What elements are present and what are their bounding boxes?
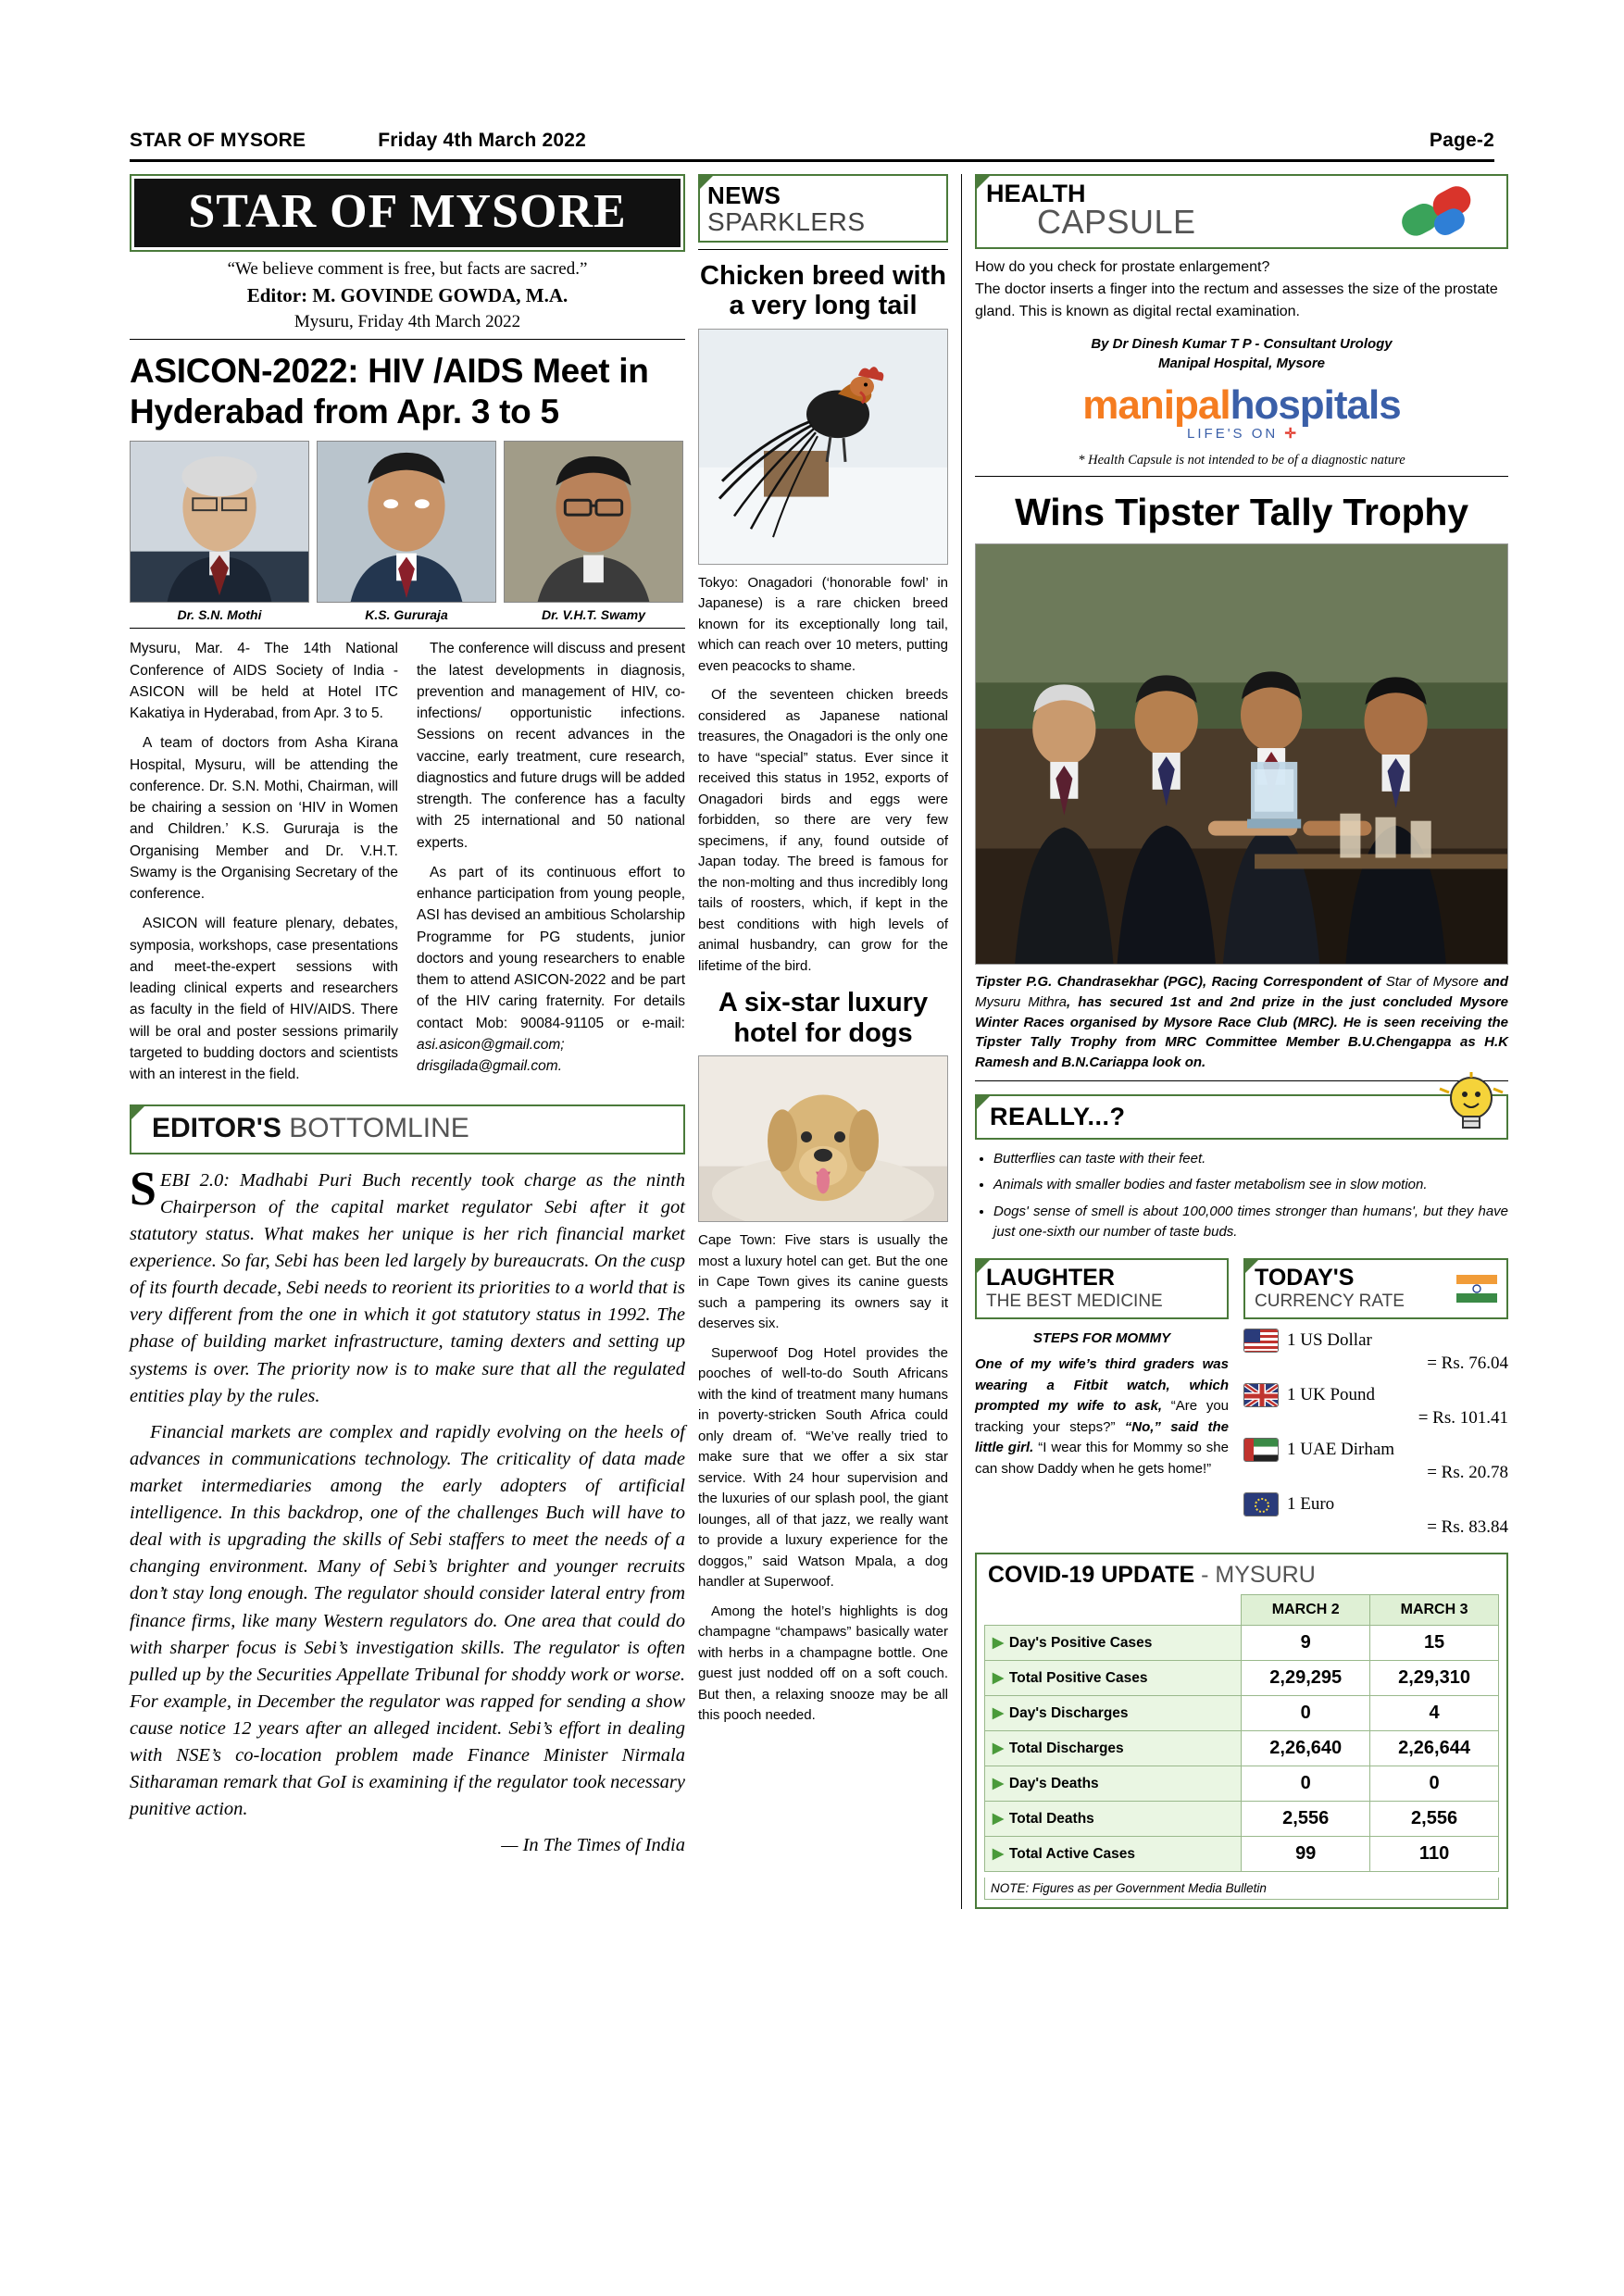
currency-row xyxy=(1243,1329,1508,1353)
covid-cell-b: 4 xyxy=(1370,1695,1499,1730)
corner-triangle-icon xyxy=(130,1104,146,1121)
covid-cell-a: 0 xyxy=(1242,1766,1370,1801)
page-header xyxy=(130,130,1494,159)
really-list xyxy=(975,1149,1508,1243)
currency-value-4: = Rs. 83.84 xyxy=(1427,1516,1508,1537)
joke-part-b: “Are you tracking your steps?” xyxy=(975,1398,1229,1435)
sparklers-line1: NEWS xyxy=(707,181,781,209)
covid-cell-b: 2,26,644 xyxy=(1370,1730,1499,1766)
laughter-line2: THE BEST MEDICINE xyxy=(986,1291,1163,1311)
capsule-question: How do you check for prostate enlargement? xyxy=(975,259,1270,275)
lead-para-2: A team of doctors from Asha Kirana Hospital, Mysuru, will be attending the conference. Dr. S.N. Mothi, Chairman, will be chairing a session on ‘HIV in Women and Children.’ K.S. Gururaja is the Organising Member and Dr. V.H.T. Swamy is the Organising Secretary of the conference. xyxy=(130,735,398,903)
photo-caption-3: Dr. V.H.T. Swamy xyxy=(541,607,646,623)
column-divider xyxy=(961,174,962,1909)
corner-triangle-icon xyxy=(975,1258,992,1275)
dog-photo xyxy=(698,1055,948,1222)
capsule-disclaimer: * Health Capsule is not intended to be of a diagnostic nature xyxy=(1078,453,1405,468)
covid-title xyxy=(984,1560,1499,1594)
masthead-rule xyxy=(130,339,685,340)
health-capsule-header xyxy=(975,174,1508,249)
currency-name-3: 1 UAE Dirham xyxy=(1287,1439,1395,1459)
arrow-icon: ▶ xyxy=(993,1845,1004,1862)
tipster-caption-p3: , has secured 1st and 2nd prize in the just concluded Mysore Winter Races organised by Mysore Race Club (MRC). He is seen receiving the xyxy=(975,993,1508,1030)
arrow-icon: ▶ xyxy=(993,1775,1004,1791)
editorial-body xyxy=(130,1162,685,1860)
plus-icon: ✛ xyxy=(1284,426,1296,442)
uk-flag-icon xyxy=(1243,1383,1279,1407)
table-row xyxy=(985,1836,1499,1871)
column-right xyxy=(975,174,1508,1909)
table-row xyxy=(985,1695,1499,1730)
caption-rule xyxy=(130,628,685,629)
covid-label-text: Day's Discharges xyxy=(1008,1704,1129,1721)
really-section xyxy=(975,1094,1508,1140)
currency-line1: TODAY'S xyxy=(1255,1264,1355,1291)
masthead-box xyxy=(130,174,685,252)
covid-corner-cell xyxy=(985,1594,1242,1625)
lead-photo-row xyxy=(130,441,685,603)
tipster-caption-p2: and xyxy=(1478,974,1509,990)
table-row xyxy=(985,1730,1499,1766)
newspaper-page xyxy=(130,130,1509,1909)
joke-title: STEPS FOR MOMMY xyxy=(1032,1329,1171,1346)
sparklers-rule xyxy=(698,249,948,250)
tipster-award-photo xyxy=(975,543,1508,965)
tipster-caption-i2: Mysuru Mithra xyxy=(975,993,1067,1010)
covid-cell-a: 2,556 xyxy=(1242,1801,1370,1836)
covid-row-label xyxy=(985,1660,1242,1695)
table-row xyxy=(985,1766,1499,1801)
currency-row xyxy=(1243,1383,1508,1407)
covid-title-city: - MYSURU xyxy=(1194,1561,1316,1588)
currency-name-2: 1 UK Pound xyxy=(1287,1384,1376,1404)
editorial-label-light: BOTTOMLINE xyxy=(289,1112,469,1143)
portrait-photo-1 xyxy=(130,441,309,603)
capsule-byline-1: By Dr Dinesh Kumar T P - Consultant Urology xyxy=(1091,336,1393,352)
sparkler-story2-body xyxy=(698,1230,948,1727)
sparkler-story1-headline: Chicken breed with a very long tail xyxy=(700,261,946,321)
sparklers-line2: SPARKLERS xyxy=(707,207,866,236)
covid-row-label xyxy=(985,1766,1242,1801)
really-item-3: • Dogs' sense of smell is about 100,000 times stronger than humans', but they have just one-sixth our number of taste buds. xyxy=(993,1202,1508,1243)
capsule-byline-2: Manipal Hospital, Mysore xyxy=(1157,356,1326,371)
covid-row-label xyxy=(985,1836,1242,1871)
photo-caption-1: Dr. S.N. Mothi xyxy=(177,607,262,623)
news-sparklers-header xyxy=(698,174,948,243)
tipster-caption xyxy=(975,972,1508,1073)
covid-label-text: Total Discharges xyxy=(1008,1740,1124,1756)
story1-para-2: Of the seventeen chicken breeds considered as Japanese national treasures, the Onagadori is the only one to have “special” status. Ever since it received this status in 1952, exports of Onagadori birds and eggs were forbidden, so there are very few specimens, if any, found outside of Japan today. The breed is famous for the non-molting and thus incredibly long tails of roosters, which, if kept in the best conditions with high levels of animal husbandry, can grow for the lifetime of the bird. xyxy=(698,687,948,974)
currency-value-1: = Rs. 76.04 xyxy=(1427,1353,1508,1373)
tipster-rule xyxy=(975,1080,1508,1081)
covid-cell-a: 9 xyxy=(1242,1625,1370,1660)
portrait-photo-3 xyxy=(504,441,683,603)
really-title: REALLY...? xyxy=(990,1102,1126,1130)
currency-header xyxy=(1243,1258,1508,1319)
covid-cell-a: 0 xyxy=(1242,1695,1370,1730)
really-item-1: • Butterflies can taste with their feet. xyxy=(993,1149,1508,1170)
issue-date: Friday 4th March 2022 xyxy=(378,130,587,151)
covid-label-text: Total Deaths xyxy=(1008,1810,1094,1827)
currency-row xyxy=(1243,1438,1508,1462)
corner-triangle-icon xyxy=(975,1094,992,1111)
capsule-qa xyxy=(975,256,1508,323)
covid-label-text: Day's Positive Cases xyxy=(1008,1634,1153,1651)
covid-note: NOTE: Figures as per Government Media Bulletin xyxy=(984,1878,1499,1900)
lead-para-5 xyxy=(417,862,685,1078)
joke-part-c: “No,” said the little girl. xyxy=(975,1418,1229,1456)
covid-col-2: MARCH 3 xyxy=(1370,1594,1499,1625)
india-flag-icon xyxy=(1456,1275,1497,1307)
table-row xyxy=(985,1660,1499,1695)
story2-para-3: Among the hotel’s highlights is dog champagne “champaws” basically water with herbs in a champagne bottle. One guest just nodded off on a soft couch. But then, a relaxing snooze may be all this pooch needed. xyxy=(698,1603,948,1724)
covid-row-label xyxy=(985,1625,1242,1660)
joke-part-d: “I wear this for Mommy so she can show Daddy when he gets home!” xyxy=(975,1440,1229,1477)
health-line2: CAPSULE xyxy=(1037,203,1196,241)
editorial-para-1-text: EBI 2.0: Madhabi Puri Buch recently took charge as the ninth Chairperson of the capital market regulator Sebi after it got statutory status. What makes her unique is her rich financial market experience. So far, Sebi has been led largely by bureaucrats. On the cusp of its fourth decade, Sebi needs to reorient its priorities to a world that is very different from the one in which it got statutory status in 1992. The phase of building market infrastructure, taming dexters and setting up systems is over. The priority now is to make sure that all the regulated entities play by the rules. xyxy=(130,1169,685,1406)
currency-line2: CURRENCY RATE xyxy=(1255,1291,1405,1311)
portrait-photo-2 xyxy=(317,441,496,603)
lead-para-4: The conference will discuss and present the latest developments in diagnosis, prevention and management of HIV, co-infections/ opportunistic infections. Sessions on recent advances in the vaccine, early treatment, cure research, diagnostics and future drugs will be added strength. The conference has a faculty with 25 international and 50 national experts. xyxy=(417,641,685,851)
covid-row-label xyxy=(985,1801,1242,1836)
covid-cell-a: 99 xyxy=(1242,1836,1370,1871)
lead-headline: ASICON-2022: HIV /AIDS Meet in Hyderabad from Apr. 3 to 5 xyxy=(130,352,649,430)
table-row xyxy=(985,1625,1499,1660)
joke-part-a: One of my wife’s third graders was wearing a Fitbit watch, which prompted my wife to ask, xyxy=(975,1356,1229,1415)
arrow-icon: ▶ xyxy=(993,1669,1004,1686)
laughter-joke xyxy=(975,1329,1229,1480)
covid-row-label xyxy=(985,1695,1242,1730)
bottom-panels xyxy=(975,1258,1508,1538)
laughter-panel xyxy=(975,1258,1229,1538)
editorial-dropcap: S xyxy=(130,1162,156,1216)
covid-cell-b: 2,29,310 xyxy=(1370,1660,1499,1695)
laughter-line1: LAUGHTER xyxy=(986,1264,1115,1291)
manipal-logo-part1: manipal xyxy=(1082,382,1230,428)
really-item-2: • Animals with smaller bodies and faster metabolism see in slow motion. xyxy=(993,1175,1508,1196)
covid-row-label xyxy=(985,1730,1242,1766)
covid-cell-b: 0 xyxy=(1370,1766,1499,1801)
currency-value-3: = Rs. 20.78 xyxy=(1427,1462,1508,1482)
paper-name: STAR OF MYSORE xyxy=(130,130,306,151)
covid-col-1: MARCH 2 xyxy=(1242,1594,1370,1625)
manipal-logo xyxy=(975,382,1508,429)
eu-flag-icon xyxy=(1243,1492,1279,1516)
tipster-caption-i1: Star of Mysore xyxy=(1385,974,1479,990)
covid-title-main: COVID-19 UPDATE xyxy=(988,1561,1195,1588)
tipster-caption-i3: Tipster Tally Trophy xyxy=(975,1034,1117,1051)
lead-para-3: ASICON will feature plenary, debates, symposia, workshops, case presentations and meet-the-expert sessions with leading clinical experts and researchers as faculty in the field of HIV/AIDS. There will be oral and poster sessions primarily targeted to budding doctors and scientists with an interest in the field. xyxy=(130,916,398,1083)
covid-label-text: Day's Deaths xyxy=(1008,1775,1099,1791)
currency-name-4: 1 Euro xyxy=(1287,1493,1335,1514)
editorial-para-1 xyxy=(130,1162,685,1410)
manipal-tagline xyxy=(975,425,1508,442)
laughter-header xyxy=(975,1258,1229,1319)
corner-triangle-icon xyxy=(698,174,715,191)
currency-value-2: = Rs. 101.41 xyxy=(1418,1407,1508,1428)
currency-row xyxy=(1243,1492,1508,1516)
editorial-section xyxy=(130,1104,685,1860)
lead-contact-email: asi.asicon@gmail.com; drisgilada@gmail.com. xyxy=(417,1036,565,1075)
covid-cell-b: 15 xyxy=(1370,1625,1499,1660)
arrow-icon: ▶ xyxy=(993,1634,1004,1651)
currency-panel xyxy=(1243,1258,1508,1538)
editorial-header xyxy=(130,1104,685,1154)
story2-para-1: Cape Town: Five stars is usually the most a luxury hotel can get. But the one in Cape Town gives its canine guests such a pampering its owners say it deserves six. xyxy=(698,1232,948,1332)
lead-body xyxy=(130,638,685,1090)
editorial-label-bold: EDITOR'S xyxy=(152,1112,281,1143)
masthead-motto: “We believe comment is free, but facts are sacred.” xyxy=(227,259,588,279)
covid-update-panel xyxy=(975,1553,1508,1909)
uae-flag-icon xyxy=(1243,1438,1279,1462)
tipster-caption-p4: from MRC Committee Member B.U.Chengappa as H.K Ramesh and B.N.Cariappa look on. xyxy=(975,1034,1508,1070)
currency-name-1: 1 US Dollar xyxy=(1287,1329,1372,1350)
arrow-icon: ▶ xyxy=(993,1810,1004,1827)
story1-para-1: Tokyo: Onagadori (‘honorable fowl’ in Japanese) is a rare chicken breed known for its exceptionally long tail, which can reach over 10 meters, putting even peacocks to shame. xyxy=(698,574,948,674)
lead-para-1: Mysuru, Mar. 4- The 14th National Conference of AIDS Society of India - ASICON will be held at Hotel ITC Kakatiya in Hyderabad, from Apr. 3 to 5. xyxy=(130,641,398,722)
covid-cell-a: 2,29,295 xyxy=(1242,1660,1370,1695)
arrow-icon: ▶ xyxy=(993,1740,1004,1756)
masthead-title: STAR OF MYSORE xyxy=(134,179,681,247)
page-columns xyxy=(130,174,1509,1909)
page-number: Page-2 xyxy=(1429,130,1494,151)
covid-cell-a: 2,26,640 xyxy=(1242,1730,1370,1766)
table-row xyxy=(985,1801,1499,1836)
lead-para-5-text: As part of its continuous effort to enhance participation from young people, ASI has devised an ambitious Scholarship Programme for PG students, junior doctors and young researchers to enable them to attend ASICON-2022 and be part of the HIV caring fraternity. For details contact Mob: 90084-91105 or e-mail: xyxy=(417,864,685,1031)
manipal-logo-part2: hospitals xyxy=(1230,382,1401,428)
covid-table xyxy=(984,1594,1499,1872)
manipal-tagline-text: LIFE'S ON xyxy=(1187,426,1279,442)
tipster-caption-p1: Tipster P.G. Chandrasekhar (PGC), Racing Correspondent of xyxy=(975,974,1386,990)
capsule-byline xyxy=(975,334,1508,373)
column-middle xyxy=(698,174,948,1909)
covid-label-text: Total Positive Cases xyxy=(1008,1669,1148,1686)
masthead-placeline: Mysuru, Friday 4th March 2022 xyxy=(294,312,521,331)
corner-triangle-icon xyxy=(975,174,992,191)
covid-header-row xyxy=(985,1594,1499,1625)
health-line1: HEALTH xyxy=(986,180,1086,207)
corner-triangle-icon xyxy=(1243,1258,1260,1275)
capsule-answer: The doctor inserts a finger into the rectum and assesses the size of the prostate gland. This is known as digital rectal examination. xyxy=(975,281,1498,319)
chicken-photo xyxy=(698,329,948,565)
masthead-editor: Editor: M. GOVINDE GOWDA, M.A. xyxy=(246,284,568,306)
sparkler-story1-body xyxy=(698,573,948,978)
header-rule xyxy=(130,159,1494,162)
covid-cell-b: 110 xyxy=(1370,1836,1499,1871)
lightbulb-icon xyxy=(1434,1072,1506,1143)
capsule-rule xyxy=(975,476,1508,477)
covid-cell-b: 2,556 xyxy=(1370,1801,1499,1836)
covid-label-text: Total Active Cases xyxy=(1008,1845,1136,1862)
editorial-para-2: Financial markets are complex and rapidly evolving on the heels of advances in communications technology. The criticality of data made market intermediaries among the early adopters of artificial intelligence. In this backdrop, one of the challenges Buch will have to deal with is upgrading the skills of Sebi staffers to meet the needs of a changing environment. Many of Sebi’s brighter and younger recruits don’t stay long enough. The regulator should consider lateral entry from finance firms, like many Western regulators do. One area that could do with sharper focus is Sebi’s investigation skills. The regulator is often pulled up by the Securities Appellate Tribunal for shoddy work or worse. For example, in December the regulator was rapped for sending a show cause notice 12 years after an alleged incident. Sebi’s effort in dealing with NSE’s co-location problem made Finance Minister Nirmala Sitharaman remark that GoI is examining if the regulator took necessary punitive action. xyxy=(130,1421,685,1820)
arrow-icon: ▶ xyxy=(993,1704,1004,1721)
photo-caption-2: K.S. Gururaja xyxy=(365,607,448,623)
column-left xyxy=(130,174,685,1909)
editorial-source: — In The Times of India xyxy=(501,1835,685,1856)
photo-captions xyxy=(130,607,685,622)
story2-para-2: Superwoof Dog Hotel provides the pooches of well-to-do South Africans with the kind of treatment many humans in poverty-stricken South Africa could only dream of. “We’ve really tried to make sure that we offer a six star service. With 24 hour supervision and the luxuries of our splash pool, the giant lounges, all of that jazz, we really want to provide a luxury experience for the doggos,” said Watson Mpala, a dog handler at Superwoof. xyxy=(698,1344,948,1591)
capsule-pill-icon xyxy=(1382,183,1493,242)
tipster-headline: Wins Tipster Tally Trophy xyxy=(1015,491,1468,533)
sparkler-story2-headline: A six-star luxury hotel for dogs xyxy=(718,988,929,1048)
us-flag-icon xyxy=(1243,1329,1279,1353)
